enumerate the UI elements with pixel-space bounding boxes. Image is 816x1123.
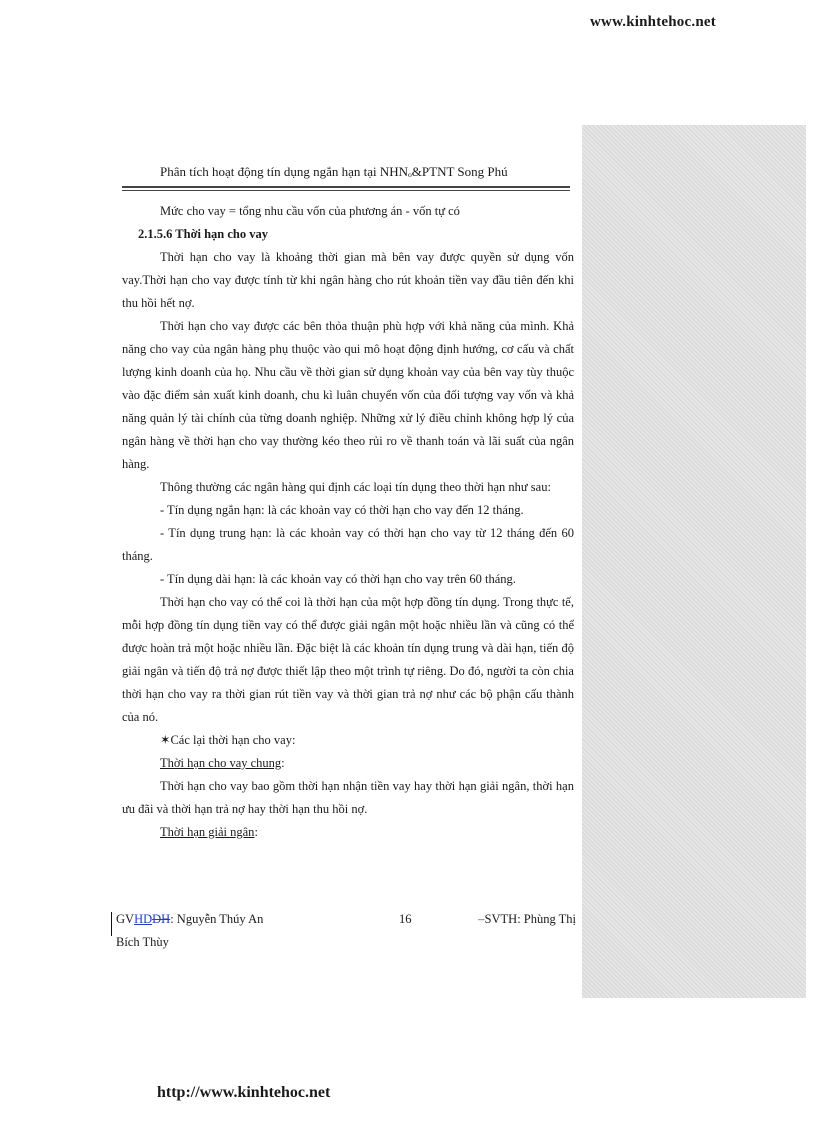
- colon: :: [281, 756, 285, 770]
- footer-instructor: [116, 912, 263, 927]
- revision-delete: DH: [152, 912, 171, 926]
- revision-insert: HD: [134, 912, 153, 926]
- list-item-short-term: - Tín dụng ngắn hạn: là các khoản vay có thời hạn cho vay đến 12 tháng.: [160, 503, 524, 517]
- subheading-general-term: [122, 752, 574, 775]
- paragraph-4: Thời hạn cho vay có thể coi là thời hạn của một hợp đồng tín dụng. Trong thực tế, mỗi hợp đồng tín dụng tiền vay có thể được giải ngân một hoặc nhiều lần và cũng có thể được hoàn trả một hoặc nhiều lần. Đặc biệt là các khoản tín dụng trung và dài hạn, tiến độ giải ngân và tiến độ trả nợ được thiết lập theo một trình tự riêng. Do đó, người ta còn chia thời hạn cho vay ra thời gian rút tiền vay và thời gian trả nợ như các bộ phận cấu thành của nó.: [122, 595, 574, 724]
- student-name-line1: SVTH: Phùng Thị: [484, 912, 576, 926]
- footer-prefix: GV: [116, 912, 135, 926]
- page-number: 16: [399, 912, 412, 926]
- instructor-name: : Nguyễn Thúy An: [170, 912, 264, 926]
- running-header: Phân tích hoạt động tín dụng ngắn hạn tại NHNₒ&PTNT Song Phú: [160, 164, 508, 179]
- site-url-footer[interactable]: http://www.kinhtehoc.net: [157, 1084, 331, 1101]
- comment-margin-pane: [582, 125, 806, 998]
- change-bar: [111, 912, 112, 936]
- section-heading: 2.1.5.6 Thời hạn cho vay: [138, 227, 268, 241]
- page-footer: [116, 912, 576, 950]
- star-item: ✶Các lại thời hạn cho vay:: [160, 733, 296, 747]
- paragraph-3: Thông thường các ngân hàng qui định các loại tín dụng theo thời hạn như sau:: [160, 480, 551, 494]
- colon: :: [254, 825, 258, 839]
- student-name-line2: Bích Thùy: [116, 935, 169, 949]
- header-double-rule: [122, 186, 570, 191]
- paragraph-1: Thời hạn cho vay là khoảng thời gian mà bên vay được quyền sử dụng vốn vay.Thời hạn cho vay được tính từ khi ngân hàng cho rút khoản tiền vay đầu tiên đến khi thu hồi hết nợ.: [122, 250, 574, 310]
- subheading-disbursement-term: [122, 821, 574, 844]
- list-item-long-term: - Tín dụng dài hạn: là các khoản vay có thời hạn cho vay trên 60 tháng.: [160, 572, 516, 586]
- paragraph-2: Thời hạn cho vay được các bên thỏa thuận phù hợp với khả năng của mình. Khả năng cho vay của ngân hàng phụ thuộc vào qui mô hoạt động định hướng, cơ cấu và chất lượng kinh doanh của họ. Nhu cầu về thời gian sử dụng khoản vay của bên vay tùy thuộc vào đặc điểm sản xuất kinh doanh, chu kì luân chuyển vốn của đối tượng vay vốn và khả năng quản lý tài chính của từng doanh nghiệp. Những xử lý điều chỉnh không hợp lý của ngân hàng về thời hạn cho vay thường kéo theo rủi ro về thanh toán và lãi suất của ngân hàng.: [122, 319, 574, 471]
- paragraph-5: Thời hạn cho vay bao gồm thời hạn nhận tiền vay hay thời hạn giải ngân, thời hạn ưu đãi và thời hạn trả nợ hay thời hạn thu hồi nợ.: [122, 779, 574, 816]
- footer-student: [478, 912, 576, 927]
- subheading-disbursement-term-text: Thời hạn giải ngân: [160, 825, 255, 839]
- list-item-medium-term: - Tín dụng trung hạn: là các khoản vay có thời hạn cho vay từ 12 tháng đến 60 tháng.: [122, 526, 574, 563]
- formula-line: Mức cho vay = tổng nhu cầu vốn của phương án - vốn tự có: [160, 204, 460, 218]
- subheading-general-term-text: Thời hạn cho vay chung: [160, 756, 282, 770]
- revision-mark: –: [478, 912, 485, 926]
- site-url-header[interactable]: www.kinhtehoc.net: [590, 14, 716, 30]
- document-body: [122, 200, 574, 844]
